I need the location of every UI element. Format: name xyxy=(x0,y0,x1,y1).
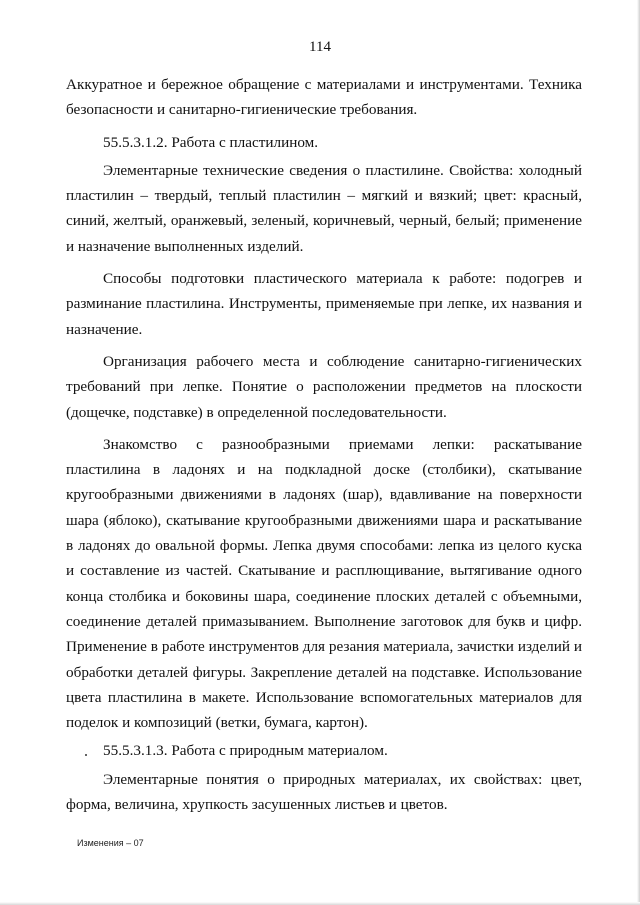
scan-speck xyxy=(85,754,87,756)
paragraph-workplace-organization: Организация рабочего места и соблюдение санитарно-гигиенических требований при лепке. Понятие о расположении предметов на плоскости (дощечке, подставке) в определенной последовательности. xyxy=(66,352,582,421)
paragraph-modeling-techniques: Знакомство с разнообразными приемами лепки: раскатывание пластилина в ладонях и на подкладной доске (столбики), скатывание кругообразными движениями в ладонях (шар), вдавливание на поверхности шара (яблоко), скатывание кругообразными движениями шара и раскатывание в ладонях до овальной формы. Лепка двумя способами: лепка из целого куска и составление из частей. Скатывание и расплющивание, вытягивание одного конца столбика и боковины шара, соединение плоских деталей с объемными, соединение деталей примазыванием. Выполнение заготовок для букв и цифр. Применение в работе инструментов для резания материала, зачистки изделий и обработки деталей фигуры. Закрепление деталей на подставке. Использование цвета пластилина в макете. Использование вспомогательных материалов для поделок и композиций (ветки, бумага, картон). xyxy=(66,435,582,732)
paragraph-plasticine-properties: Элементарные технические сведения о пластилине. Свойства: холодный пластилин – твердый, теплый пластилин – мягкий и вязкий; цвет: красный, синий, желтый, оранжевый, зеленый, коричневый, черный, белый; применение и назначение выполненных изделий. xyxy=(66,161,582,255)
page-number: 114 xyxy=(309,39,331,55)
body-text xyxy=(66,72,582,824)
paragraph-safety: Аккуратное и бережное обращение с материалами и инструментами. Техника безопасности и санитарно-гигиенические требования. xyxy=(66,76,582,119)
paragraph-natural-material: Элементарные понятия о природных материалах, их свойствах: цвет, форма, величина, хрупкость засушенных листьев и цветов. xyxy=(66,770,582,814)
footer-revision-note: Изменения – 07 xyxy=(77,838,144,848)
section-heading-plasticine: 55.5.3.1.2. Работа с пластилином. xyxy=(103,133,319,151)
paragraph-material-preparation: Способы подготовки пластического материала к работе: подогрев и разминание пластилина. Инструменты, применяемые при лепке, их названия и назначение. xyxy=(66,270,582,338)
section-heading-natural-material: 55.5.3.1.3. Работа с природным материалом. xyxy=(103,742,388,760)
